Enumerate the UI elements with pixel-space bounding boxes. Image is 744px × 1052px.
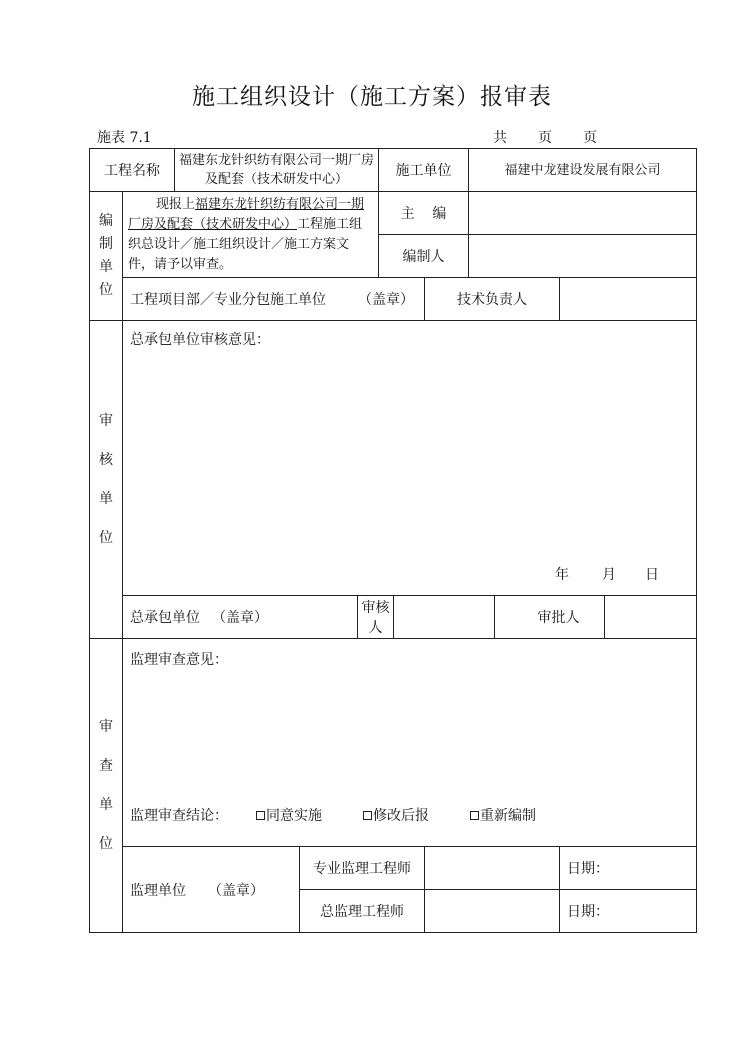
audit-unit-label: 监理单位	[130, 882, 186, 899]
review-opinion-label: 总承包单位审核意见：	[130, 332, 270, 348]
option-revise[interactable]: 修改后报	[363, 805, 429, 825]
chief-engineer-field[interactable]	[425, 890, 560, 933]
specialist-engineer-label: 专业监理工程师	[300, 847, 425, 890]
checkbox-icon[interactable]	[470, 811, 479, 820]
project-name-label: 工程名称	[90, 149, 175, 192]
audit-seal-label: （盖章）	[208, 882, 264, 899]
review-date-month: 月	[602, 567, 616, 583]
submission-project-name: 福建东龙针织纺有限公司一期厂房及配套（技术研发中心）	[128, 196, 365, 232]
editor-label: 编制人	[379, 235, 469, 278]
dept-seal-cell	[123, 278, 425, 321]
checkbox-icon[interactable]	[363, 811, 372, 820]
audit-opinion-area[interactable]	[123, 639, 697, 847]
audit-opinion-label: 监理审查意见：	[130, 652, 228, 668]
review-seal-label: （盖章）	[212, 610, 268, 626]
review-date-year: 年	[555, 567, 569, 583]
chief-date-label[interactable]: 日期：	[560, 890, 697, 933]
editor-field[interactable]	[469, 235, 697, 278]
specialist-date-label[interactable]: 日期：	[560, 847, 697, 890]
approver-field[interactable]	[605, 596, 697, 639]
review-opinion-area[interactable]	[123, 321, 697, 596]
tech-lead-label: 技术负责人	[425, 278, 560, 321]
reviewer-label: 审核人	[358, 596, 394, 639]
approval-form-table	[89, 148, 697, 933]
chief-engineer-label: 总监理工程师	[300, 890, 425, 933]
option-approve[interactable]: 同意实施	[256, 805, 322, 825]
page-total-label: 共	[493, 130, 507, 146]
review-date-day: 日	[645, 567, 659, 583]
form-title: 施工组织设计（施工方案）报审表	[192, 84, 552, 110]
checkbox-icon[interactable]	[256, 811, 265, 820]
approver-label: 审批人	[495, 596, 605, 639]
chief-editor-field[interactable]	[469, 192, 697, 235]
project-name-value: 福建东龙针织纺有限公司一期厂房及配套（技术研发中心）	[175, 149, 379, 192]
chief-editor-label: 主 编	[379, 192, 469, 235]
audit-conclusion-label: 监理审查结论：	[130, 808, 228, 824]
option-redo[interactable]: 重新编制	[470, 805, 536, 825]
specialist-engineer-field[interactable]	[425, 847, 560, 890]
dept-seal-label: （盖章）	[358, 292, 414, 308]
review-unit-cell	[123, 596, 358, 639]
contractor-value: 福建中龙建设发展有限公司	[469, 149, 697, 192]
audit-unit-cell	[123, 847, 300, 933]
tech-lead-field[interactable]	[560, 278, 697, 321]
contractor-label: 施工单位	[379, 149, 469, 192]
compile-side-label: 编 制 单 位	[90, 192, 123, 321]
form-number: 施表 7.1	[97, 130, 152, 146]
review-side-label: 审 核 单 位	[90, 321, 123, 639]
project-info-row	[90, 149, 697, 192]
review-unit-label: 总承包单位	[130, 610, 200, 626]
page-unit-label: 页	[538, 130, 552, 146]
reviewer-field[interactable]	[394, 596, 495, 639]
submission-statement: 现报上福建东龙针织纺有限公司一期厂房及配套（技术研发中心）工程施工组织总设计／施工组织设计／施工方案文件，请予以审查。	[123, 192, 379, 278]
page-unit-label-2: 页	[583, 130, 597, 146]
audit-side-label: 审 查 单 位	[90, 639, 123, 933]
dept-label: 工程项目部／专业分包施工单位	[130, 292, 326, 308]
